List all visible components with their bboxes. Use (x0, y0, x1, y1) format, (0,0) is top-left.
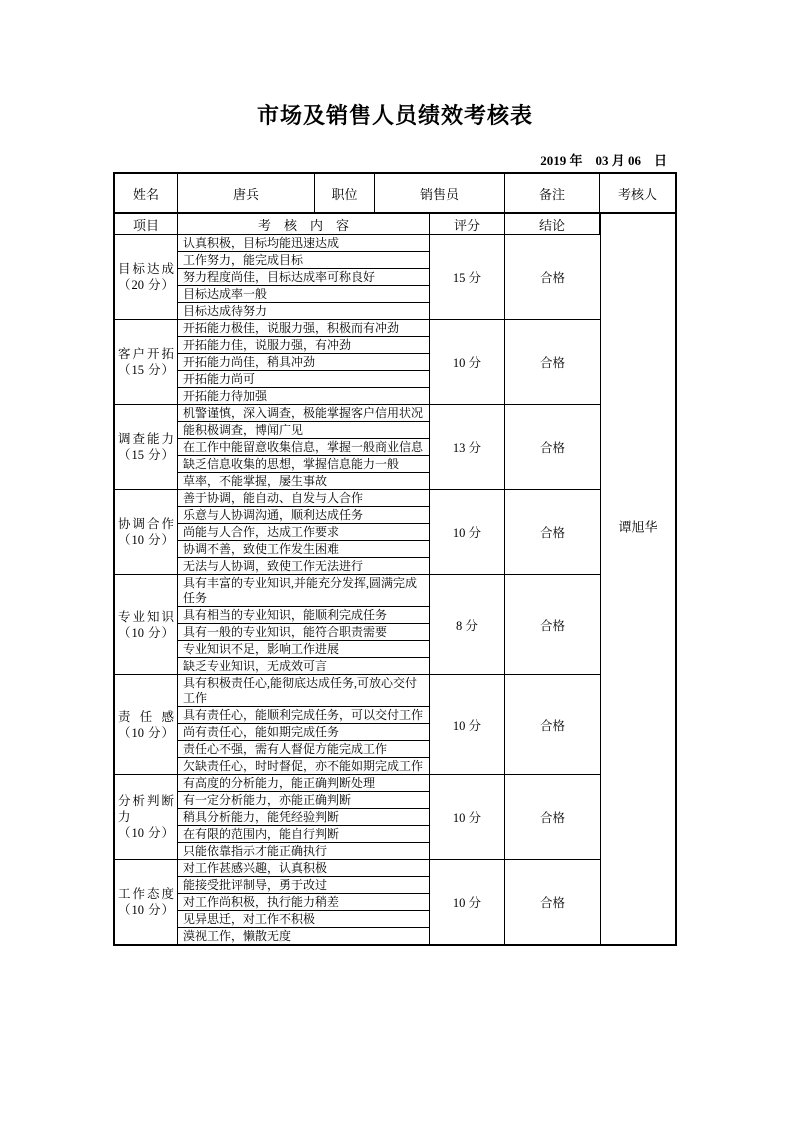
criteria-line: 开拓能力尚可 (178, 371, 429, 388)
category-max-score: （10 分） (118, 533, 174, 547)
name-value: 唐兵 (178, 174, 315, 212)
category-row (115, 235, 600, 320)
criteria-line: 乐意与人协调沟通，顺利达成任务 (178, 507, 429, 524)
category-max-score: （15 分） (118, 448, 174, 462)
criteria-line: 能积极调查，博闻广见 (178, 422, 429, 439)
evaluator-cell (600, 214, 675, 944)
criteria-line: 尚能与人合作，达成工作要求 (178, 524, 429, 541)
conclusion-cell: 合格 (539, 896, 565, 910)
criteria-line: 开拓能力尚佳，稍具冲劲 (178, 354, 429, 371)
page-title: 市场及销售人员绩效考核表 (256, 103, 533, 128)
remark-label: 备注 (505, 174, 600, 212)
category-rows (115, 235, 600, 944)
criteria-list (178, 775, 430, 859)
criteria-line: 目标达成率一般 (178, 286, 429, 303)
category-max-score: （10 分） (118, 725, 174, 740)
category-name: 客户开拓 (118, 347, 174, 361)
criteria-line: 无法与人协调，致使工作无法进行 (183, 559, 364, 573)
category-name-cell (115, 490, 178, 574)
score-cell: 8 分 (430, 575, 505, 674)
category-name: 调查能力 (118, 432, 174, 446)
category-max-score: （10 分） (118, 625, 174, 640)
category-name: 目标达成 (118, 262, 174, 276)
criteria-line: 有一定分析能力，亦能正确判断 (178, 792, 429, 809)
category-name: 协调合作 (118, 517, 174, 531)
category-max-score: （15 分） (118, 363, 174, 377)
category-name: 责任感 (118, 709, 174, 724)
criteria-line: 稍具分析能力，能凭经验判断 (178, 809, 429, 826)
conclusion-cell: 合格 (539, 356, 565, 370)
category-name-cell (115, 575, 178, 674)
category-row (115, 775, 600, 860)
criteria-line: 认真积极，目标均能迅速达成 (178, 235, 429, 252)
category-name: 专业知识 (118, 609, 174, 624)
date-line: 2019 年 03 月 06 日 (540, 153, 667, 168)
table-left-block (115, 214, 600, 944)
criteria-line: 具有积极责任心,能彻底达成任务,可放心交付工作 (178, 675, 429, 707)
category-row (115, 490, 600, 575)
criteria-line: 机警谨慎，深入调查，极能掌握客户信用状况 (178, 405, 429, 422)
criteria-line: 善于协调，能自动、自发与人合作 (178, 490, 429, 507)
criteria-line: 协调不善，致使工作发生困难 (178, 541, 429, 558)
category-name-cell (115, 675, 178, 774)
category-max-score: （10 分） (118, 826, 174, 840)
criteria-line: 有高度的分析能力，能正确判断处理 (178, 775, 429, 792)
conclusion-cell: 合格 (539, 811, 565, 825)
criteria-list (178, 320, 430, 404)
criteria-line: 具有责任心，能顺利完成任务，可以交付工作 (178, 707, 429, 724)
criteria-line: 缺乏信息收集的思想，掌握信息能力一般 (178, 456, 429, 473)
criteria-line: 草率，不能掌握，屡生事故 (183, 474, 328, 488)
conclusion-cell: 合格 (539, 526, 565, 540)
criteria-line: 在有限的范围内，能自行判断 (178, 826, 429, 843)
criteria-line: 开拓能力佳，说服力强，有冲劲 (178, 337, 429, 354)
category-row (115, 405, 600, 490)
category-row (115, 575, 600, 675)
criteria-line: 努力程度尚佳，目标达成率可称良好 (178, 269, 429, 286)
criteria-line: 欠缺责任心，时时督促，亦不能如期完成工作 (183, 759, 424, 773)
criteria-line: 缺乏专业知识，无成效可言 (183, 659, 328, 673)
category-name: 分析判断力 (118, 794, 174, 824)
conclusion-cell: 合格 (539, 618, 565, 633)
table-body (115, 214, 675, 944)
criteria-line: 见异思迁，对工作不积极 (178, 911, 429, 928)
score-cell: 10 分 (430, 860, 505, 944)
column-header-content: 考 核 内 容 (178, 214, 430, 234)
criteria-line: 能接受批评制导，勇于改过 (178, 877, 429, 894)
criteria-list (178, 675, 430, 774)
evaluator-label: 考核人 (617, 186, 657, 202)
criteria-line: 漠视工作，懒散无度 (183, 929, 292, 943)
score-cell: 10 分 (430, 490, 505, 574)
criteria-line: 对工作尚积极，执行能力稍差 (178, 894, 429, 911)
category-row (115, 320, 600, 405)
position-value: 销售员 (375, 174, 505, 212)
category-name: 工作态度 (118, 887, 174, 901)
criteria-line: 具有丰富的专业知识,并能充分发挥,圆满完成任务 (178, 575, 429, 607)
evaluation-table (113, 172, 677, 946)
score-cell: 10 分 (430, 675, 505, 774)
criteria-line: 开拓能力极佳，说服力强，积极而有冲劲 (178, 320, 429, 337)
category-name-cell (115, 405, 178, 489)
evaluator-name: 谭旭华 (618, 519, 658, 535)
category-name-cell (115, 860, 178, 944)
criteria-list (178, 860, 430, 944)
score-cell: 10 分 (430, 775, 505, 859)
category-name-cell (115, 320, 178, 404)
conclusion-cell: 合格 (539, 441, 565, 455)
category-name-cell (115, 235, 178, 319)
criteria-line: 尚有责任心，能如期完成任务 (178, 724, 429, 741)
criteria-list (178, 405, 430, 489)
conclusion-cell: 合格 (539, 271, 565, 285)
score-cell: 15 分 (430, 235, 505, 319)
criteria-line: 专业知识不足，影响工作进展 (178, 641, 429, 658)
info-row (115, 174, 675, 214)
criteria-list (178, 235, 430, 319)
category-max-score: （10 分） (118, 903, 174, 917)
criteria-line: 在工作中能留意收集信息，掌握一般商业信息 (178, 439, 429, 456)
category-max-score: （20 分） (118, 278, 174, 292)
category-name-cell (115, 775, 178, 859)
conclusion-cell: 合格 (539, 718, 565, 733)
criteria-line: 开拓能力待加强 (183, 389, 268, 403)
column-header-score: 评分 (430, 214, 505, 234)
category-row (115, 675, 600, 775)
criteria-list (178, 490, 430, 574)
column-header-item: 项目 (115, 214, 178, 234)
criteria-line: 目标达成待努力 (183, 304, 268, 318)
criteria-list (178, 575, 430, 674)
column-header-conclusion: 结论 (505, 214, 600, 234)
criteria-line: 具有一般的专业知识，能符合职责需要 (178, 624, 429, 641)
criteria-line: 只能依靠指示才能正确执行 (183, 844, 328, 858)
name-label: 姓名 (115, 174, 178, 212)
position-label: 职位 (315, 174, 375, 212)
criteria-line: 工作努力，能完成目标 (178, 252, 429, 269)
criteria-line: 对工作甚感兴趣，认真积极 (178, 860, 429, 877)
score-cell: 13 分 (430, 405, 505, 489)
category-row (115, 860, 600, 944)
score-cell: 10 分 (430, 320, 505, 404)
criteria-line: 责任心不强，需有人督促方能完成工作 (178, 741, 429, 758)
criteria-line: 具有相当的专业知识，能顺利完成任务 (178, 607, 429, 624)
column-header-row (115, 214, 600, 235)
